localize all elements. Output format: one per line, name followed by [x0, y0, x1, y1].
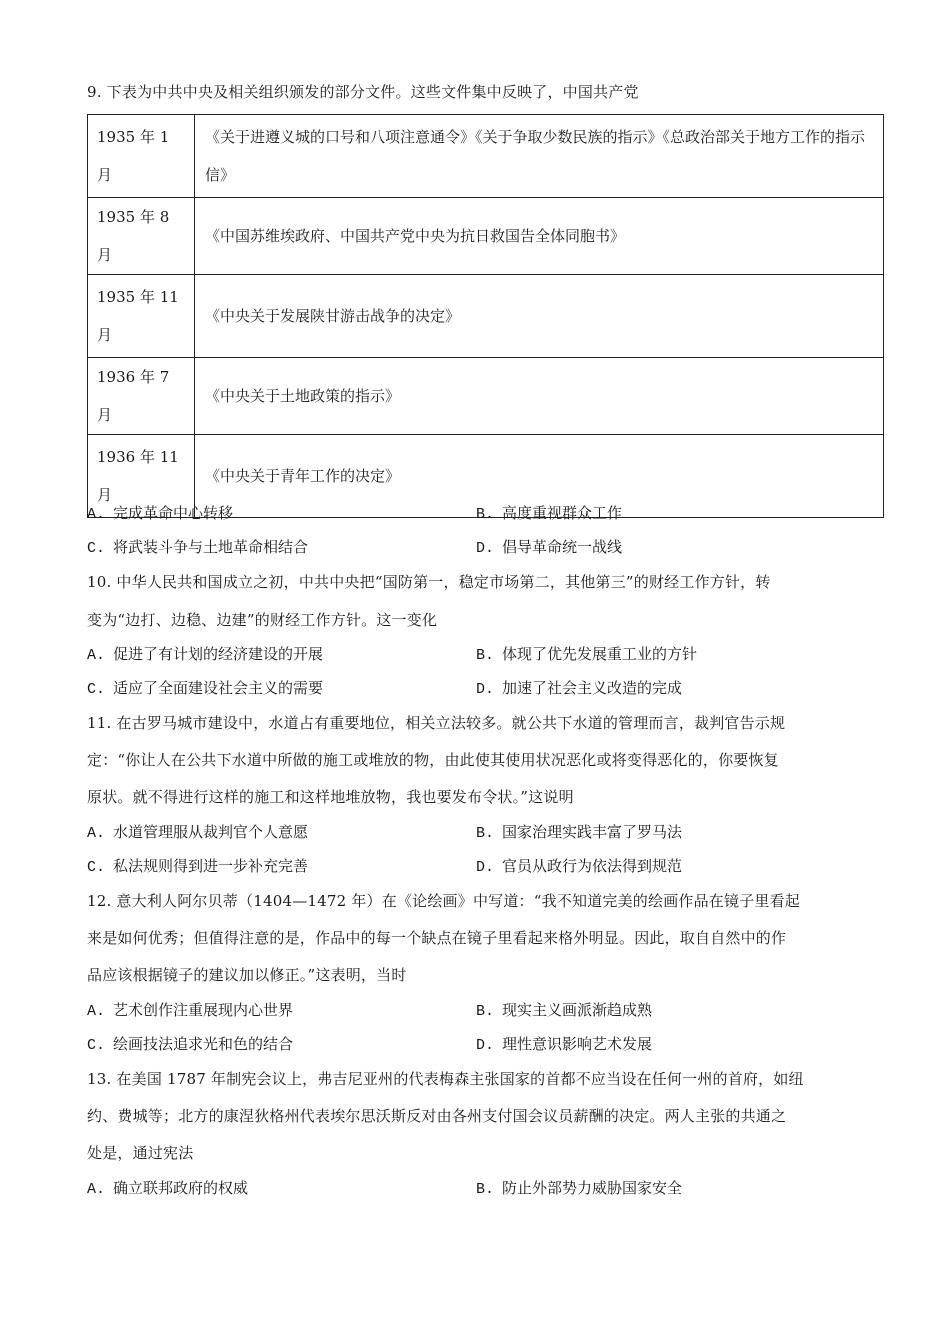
question-11-stem-line-2: 定：“你让人在公共下水道中所做的施工或堆放的物，由此使其使用状况恶化或将变得恶化的，你要恢复	[87, 751, 779, 769]
question-9-document-table	[87, 114, 884, 518]
q10-option-b[interactable]	[476, 644, 697, 666]
option-text: 倡导革命统一战线	[502, 538, 623, 556]
option-letter: B.	[476, 647, 495, 664]
option-letter: B.	[476, 1003, 495, 1020]
table-cell-date: 1935 年 11 月	[88, 275, 195, 358]
question-11-stem-line-3: 原状。就不得进行这样的施工和这样地堆放物，我也要发布令状。”这说明	[87, 788, 574, 806]
option-text: 私法规则得到进一步补充完善	[113, 857, 309, 875]
option-text: 艺术创作注重展现内心世界	[113, 1001, 294, 1019]
question-11-stem-line-1: 11. 在古罗马城市建设中，水道占有重要地位，相关立法较多。就公共下水道的管理而言，裁判官告示规	[87, 714, 786, 732]
option-letter: C.	[87, 681, 106, 698]
option-text: 促进了有计划的经济建设的开展	[113, 645, 324, 663]
option-text: 加速了社会主义改造的完成	[502, 679, 683, 697]
option-text: 体现了优先发展重工业的方针	[502, 645, 698, 663]
q12-option-d[interactable]	[476, 1034, 652, 1056]
option-letter: A.	[87, 506, 106, 523]
option-text: 水道管理服从裁判官个人意愿	[113, 823, 309, 841]
q9-option-a[interactable]	[87, 503, 233, 525]
option-text: 国家治理实践丰富了罗马法	[502, 823, 683, 841]
q11-option-c[interactable]	[87, 856, 308, 878]
question-9-stem: 9. 下表为中共中央及相关组织颁发的部分文件。这些文件集中反映了，中国共产党	[87, 83, 639, 101]
question-10-stem-line-2: 变为“边打、边稳、边建”的财经工作方针。这一变化	[87, 611, 438, 629]
table-cell-date: 1936 年 7 月	[88, 358, 195, 435]
option-text: 高度重视群众工作	[502, 504, 623, 522]
table-cell-documents: 《中国苏维埃政府、中国共产党中央为抗日救国告全体同胞书》	[195, 198, 884, 275]
option-text: 现实主义画派渐趋成熟	[502, 1001, 653, 1019]
option-letter: C.	[87, 859, 106, 876]
q13-option-b[interactable]	[476, 1178, 682, 1200]
table-row	[88, 198, 884, 275]
q11-option-a[interactable]	[87, 822, 308, 844]
q12-option-a[interactable]	[87, 1000, 293, 1022]
option-letter: C.	[87, 540, 106, 557]
table-row	[88, 275, 884, 358]
q10-option-c[interactable]	[87, 678, 323, 700]
table-cell-date: 1935 年 1 月	[88, 115, 195, 198]
option-text: 将武装斗争与土地革命相结合	[113, 538, 309, 556]
table-row	[88, 358, 884, 435]
table-cell-documents: 《中央关于发展陕甘游击战争的决定》	[195, 275, 884, 358]
q11-option-b[interactable]	[476, 822, 682, 844]
option-text: 绘画技法追求光和色的结合	[113, 1035, 294, 1053]
option-letter: D.	[476, 1037, 495, 1054]
question-13-stem-line-3: 处是，通过宪法	[87, 1144, 194, 1162]
option-text: 完成革命中心转移	[113, 504, 234, 522]
option-letter: B.	[476, 506, 495, 523]
option-text: 适应了全面建设社会主义的需要	[113, 679, 324, 697]
table-cell-date: 1935 年 8 月	[88, 198, 195, 275]
q12-option-c[interactable]	[87, 1034, 293, 1056]
option-letter: D.	[476, 859, 495, 876]
option-letter: A.	[87, 1181, 106, 1198]
option-text: 官员从政行为依法得到规范	[502, 857, 683, 875]
option-text: 确立联邦政府的权威	[113, 1179, 249, 1197]
option-text: 防止外部势力威胁国家安全	[502, 1179, 683, 1197]
option-letter: D.	[476, 681, 495, 698]
table-cell-documents: 《中央关于青年工作的决定》	[195, 435, 884, 518]
q10-option-a[interactable]	[87, 644, 323, 666]
q10-option-d[interactable]	[476, 678, 682, 700]
option-letter: A.	[87, 1003, 106, 1020]
question-12-stem-line-2: 来是如何优秀；但值得注意的是，作品中的每一个缺点在镜子里看起来格外明显。因此，取自自然中的作	[87, 929, 787, 947]
option-letter: A.	[87, 825, 106, 842]
q13-option-a[interactable]	[87, 1178, 248, 1200]
table-row	[88, 115, 884, 198]
q9-option-b[interactable]	[476, 503, 622, 525]
table-cell-documents: 《关于进遵义城的口号和八项注意通令》《关于争取少数民族的指示》《总政治部关于地方工作的指示信》	[195, 115, 884, 198]
option-letter: A.	[87, 647, 106, 664]
option-letter: D.	[476, 540, 495, 557]
option-letter: B.	[476, 825, 495, 842]
q9-option-d[interactable]	[476, 537, 622, 559]
option-letter: B.	[476, 1181, 495, 1198]
question-10-stem-line-1: 10. 中华人民共和国成立之初，中共中央把“国防第一，稳定市场第二，其他第三”的财经工作方针，转	[87, 573, 771, 591]
q12-option-b[interactable]	[476, 1000, 652, 1022]
question-13-stem-line-1: 13. 在美国 1787 年制宪会议上，弗吉尼亚州的代表梅森主张国家的首都不应当设在任何一州的首府，如纽	[87, 1070, 804, 1088]
question-12-stem-line-3: 品应该根据镜子的建议加以修正。”这表明，当时	[87, 966, 407, 984]
question-13-stem-line-2: 约、费城等；北方的康涅狄格州代表埃尔思沃斯反对由各州支付国会议员薪酬的决定。两人主张的共通之	[87, 1107, 787, 1125]
q11-option-d[interactable]	[476, 856, 682, 878]
q9-option-c[interactable]	[87, 537, 308, 559]
option-text: 理性意识影响艺术发展	[502, 1035, 653, 1053]
option-letter: C.	[87, 1037, 106, 1054]
table-cell-documents: 《中央关于土地政策的指示》	[195, 358, 884, 435]
table-cell-date: 1936 年 11 月	[88, 435, 195, 518]
question-12-stem-line-1: 12. 意大利人阿尔贝蒂（1404—1472 年）在《论绘画》中写道：“我不知道完美的绘画作品在镜子里看起	[87, 892, 801, 910]
